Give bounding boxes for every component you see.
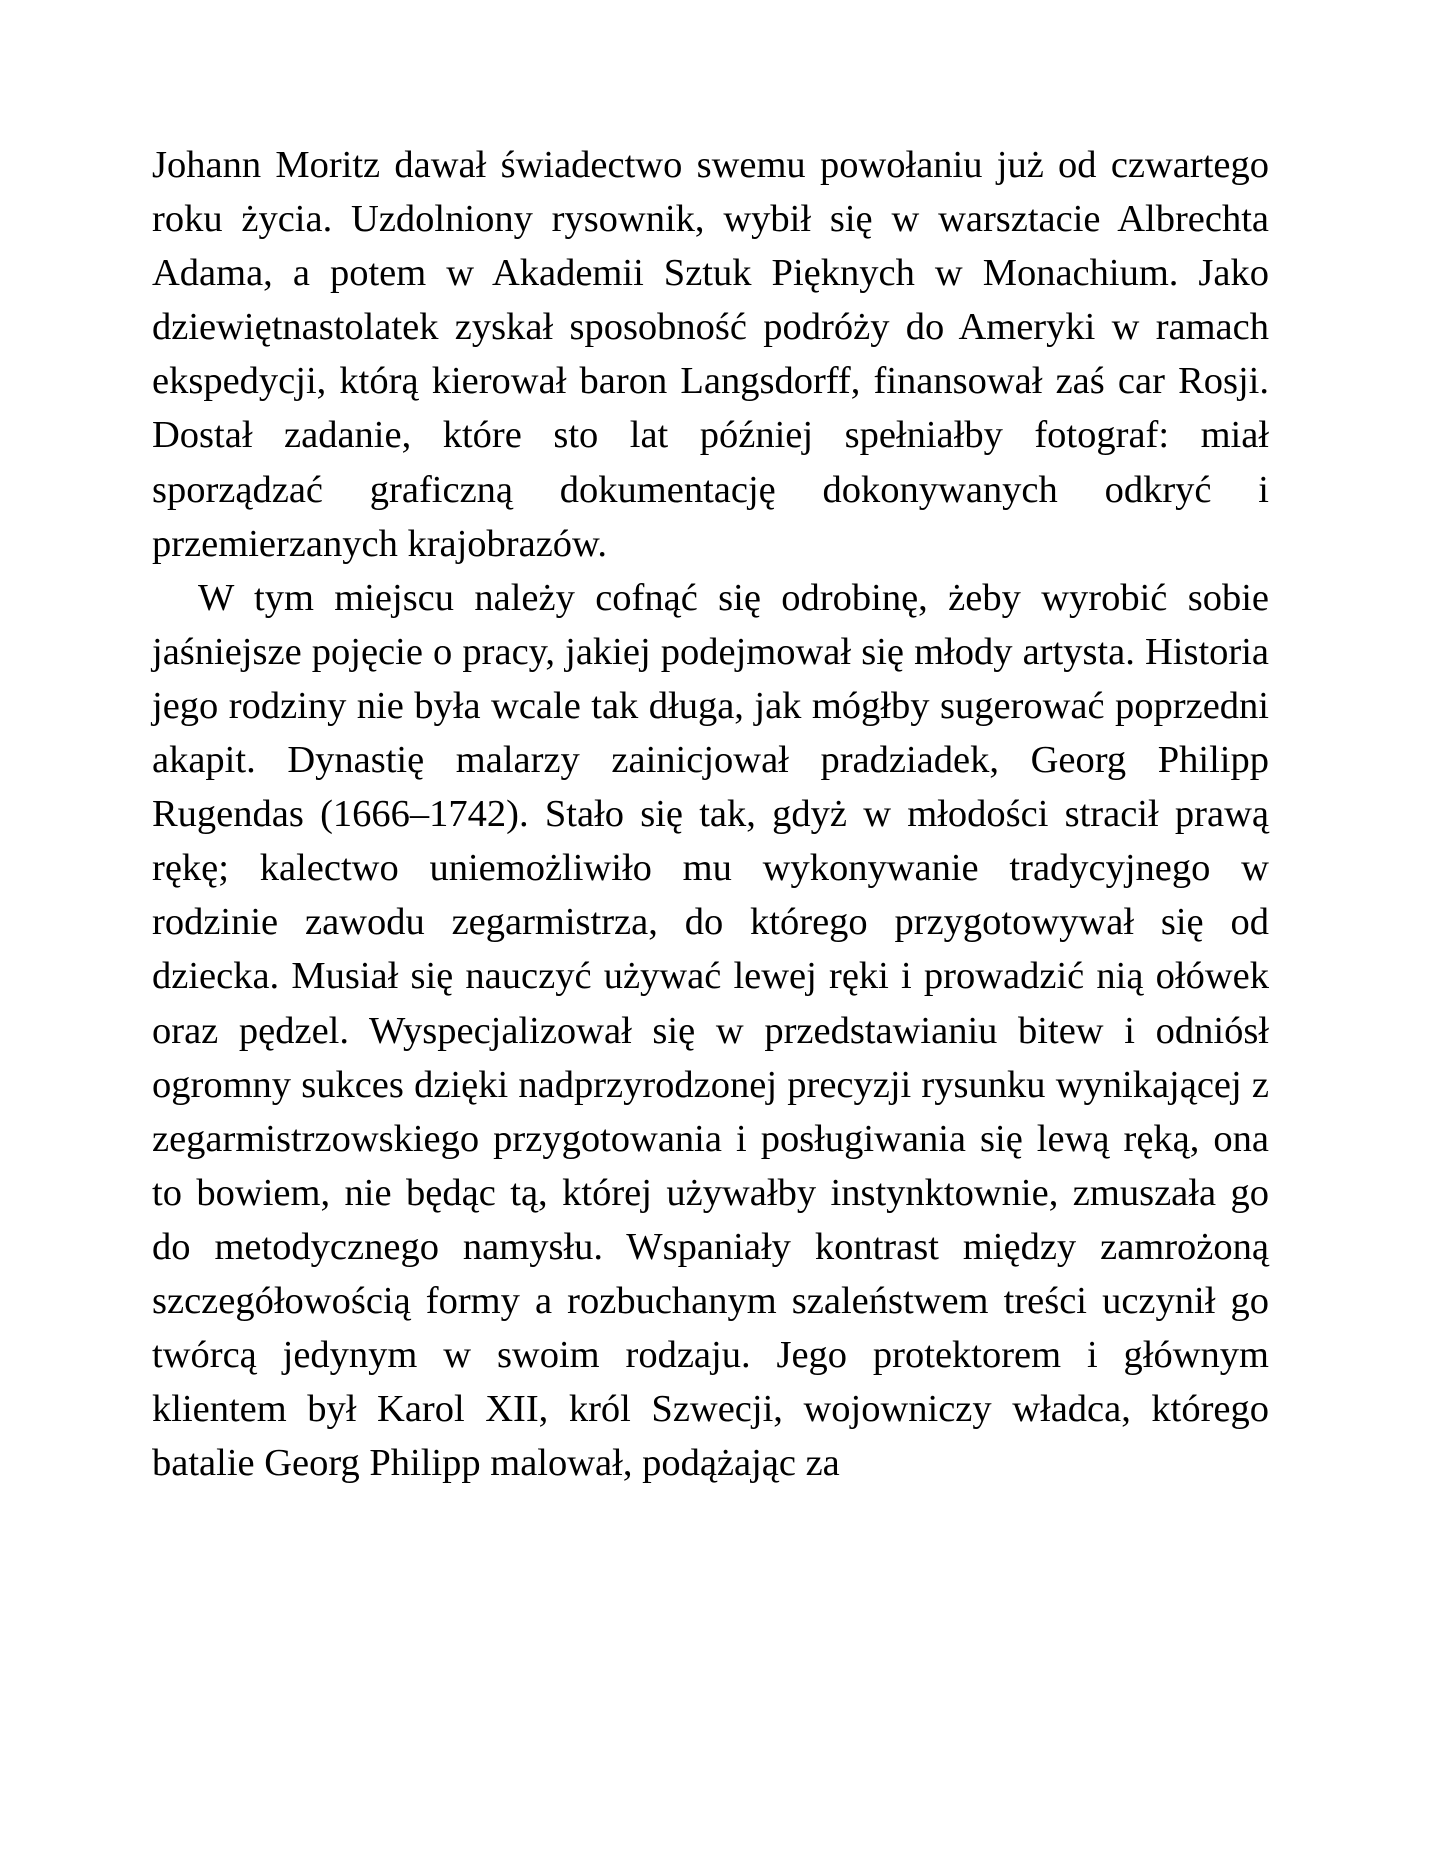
paragraph-1 — [152, 138, 1269, 571]
body-text-block — [152, 138, 1269, 1490]
paragraph-2 — [152, 571, 1269, 1491]
paragraph-1-text: Johann Moritz dawał świadectwo swemu powołaniu już od czwartego roku życia. Uzdolniony rysownik, wybił się w warsztacie Albrechta Adama, a potem w Akademii Sztuk Pięknych w Monachium. Jako dziewiętnastolatek zyskał sposobność podróży do Ameryki w ramach ekspedycji, którą kierował baron Langsdorff, finansował zaś car Rosji. Dostał zadanie, które sto lat później spełniałby fotograf: miał sporządzać graficzną dokumentację dokonywanych odkryć i przemierzanych krajobrazów. — [152, 144, 1269, 565]
paragraph-2-text: W tym miejscu należy cofnąć się odrobinę, żeby wyrobić sobie jaśniejsze pojęcie o pracy, jakiej podejmował się młody artysta. Historia jego rodziny nie była wcale tak długa, jak mógłby sugerować poprzedni akapit. Dynastię malarzy zainicjował pradziadek, Georg Philipp Rugendas (1666–1742). Stało się tak, gdyż w młodości stracił prawą rękę; kalectwo uniemożliwiło mu wykonywanie tradycyjnego w rodzinie zawodu zegarmistrza, do którego przygotowywał się od dziecka. Musiał się nauczyć używać lewej ręki i prowadzić nią ołówek oraz pędzel. Wyspecjalizował się w przedstawianiu bitew i odniósł ogromny sukces dzięki nadprzyrodzonej precyzji rysunku wynikającej z zegarmistrzowskiego przygotowania i posługiwania się lewą ręką, ona to bowiem, nie będąc tą, której używałby instynktownie, zmuszała go do metodycznego namysłu. Wspaniały kontrast między zamrożoną szczegółowością formy a rozbuchanym szaleństwem treści uczynił go twórcą jedynym w swoim rodzaju. Jego protektorem i głównym klientem był Karol XII, król Szwecji, wojowniczy władca, którego batalie Georg Philipp malował, podążając za — [152, 576, 1269, 1485]
